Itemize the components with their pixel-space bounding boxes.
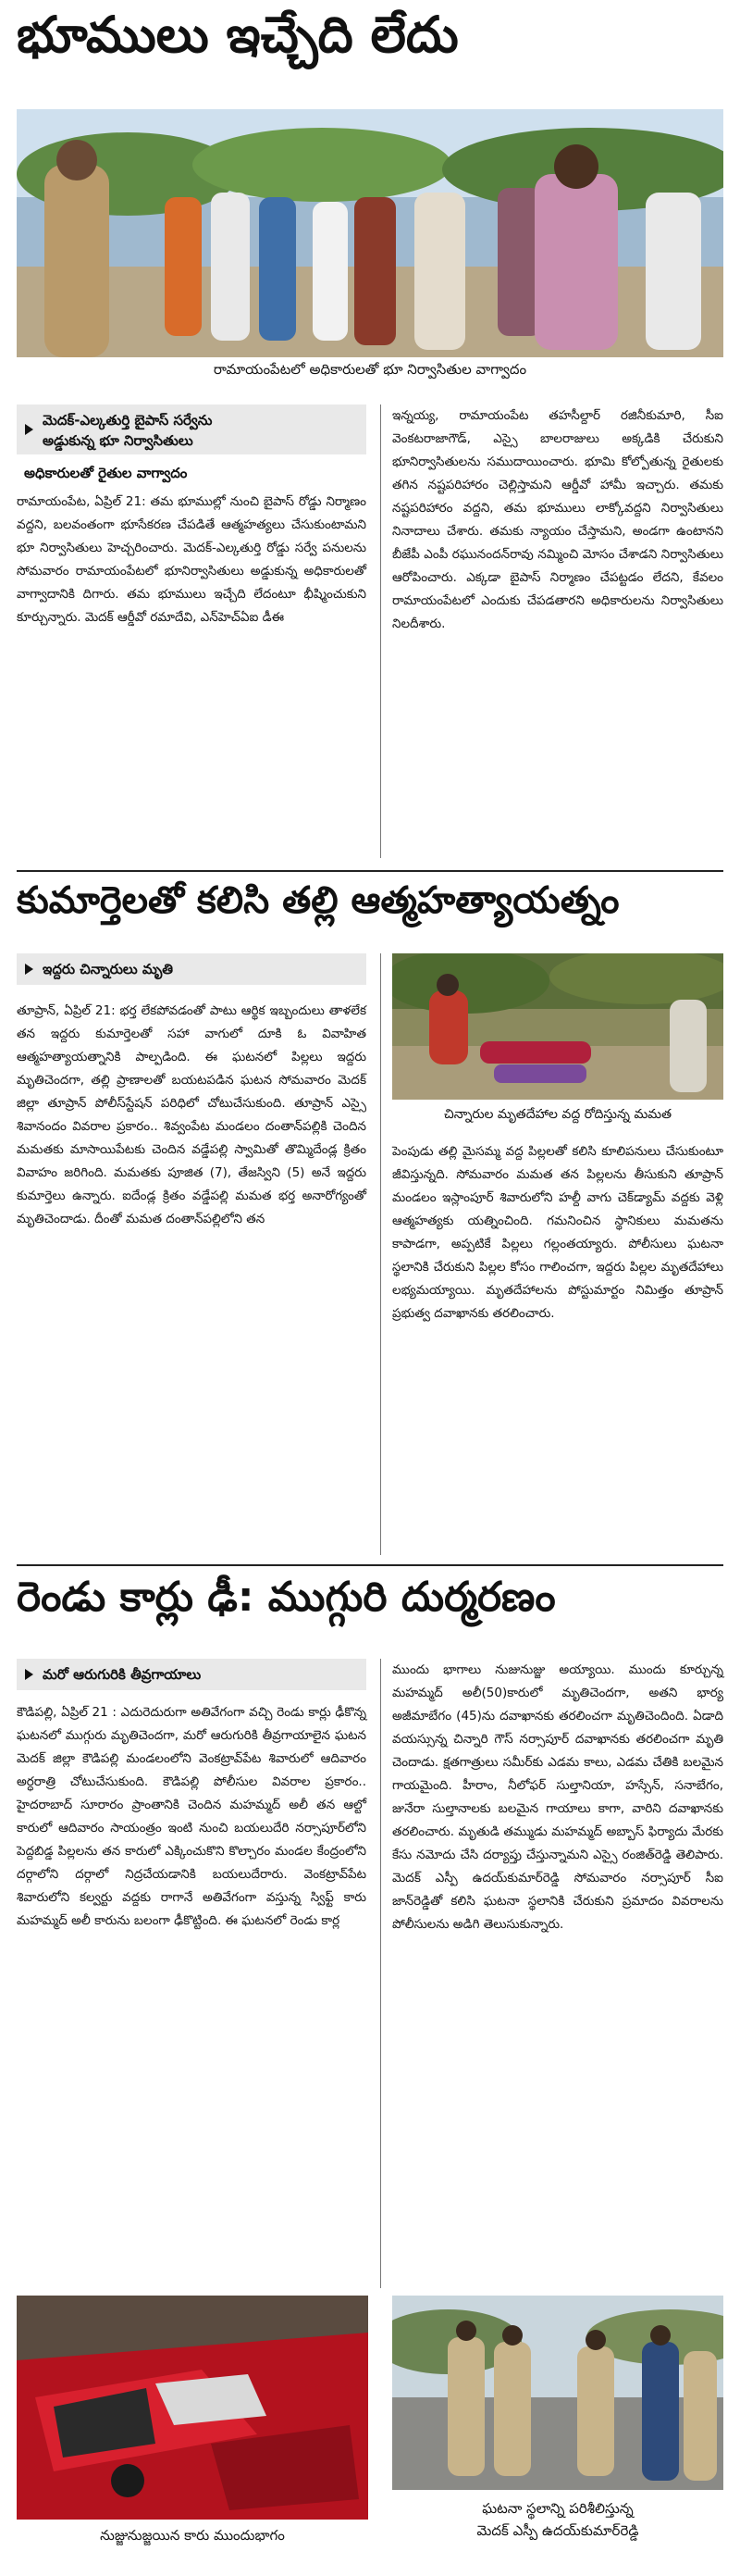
story-divider-2 xyxy=(17,1564,723,1566)
story3-body-2: ముందు భాగాలు నుజునుజ్జు అయ్యాయి. ముందు కూర్చున్న మహమ్మద్‌ అలీ(50)కారులో మృతిచెందగా, అతని భార్య అజీమాబేగం (45)ను దవాఖానకు తరలించగా మృతిచెందింది. ఏడాది వయస్సున్న చిన్నారి గౌస్‌ నర్సాపూర్‌ దవాఖానకు తరలించగా మృతి చెందాడు. క్షతగాత్రులు సమీర్‌కు ఎడమ కాలు, ఎడమ చేతికి బలమైన గాయమైంది. హీరాం, నీలోఫర్‌ సుల్తానియా, హస్సేన్‌, సనాబేగం, జునేరా సుల్తానాలకు బలమైన గాయాలు కాగా, వారిని దవాఖానకు తరలించారు. మృతుడి తమ్ముడు మహమ్మద్‌ అబ్బాస్‌ ఫిర్యాదు మేరకు కేసు నమోదు చేసి దర్యాప్తు చేస్తున్నామని ఎస్సై రంజిత్‌రెడ్డి తెలిపారు. మెదక్‌ ఎస్పీ ఉదయ్‌కుమార్‌రెడ్డి సోమవారం నర్సాపూర్‌ సీఐ జాన్‌రెడ్డితో కలిసి ఘటనా స్థలానికి చేరుకుని ప్రమాదం వివరాలను పోలీసులను అడిగి తెలుసుకున్నారు. xyxy=(392,1662,723,1932)
story2-body-2: పెంపుడు తల్లి మైసమ్మ వద్ద పిల్లలతో కలిసి కూలిపనులు చేసుకుంటూ జీవిస్తున్నది. సోమవారం మమత తన పిల్లలను తీసుకుని తూప్రాన్‌ మండలం ఇస్లాంపూర్‌ శివారులోని హల్దీ వాగు చెక్‌డ్యామ్‌ వద్దకు వెళ్లి ఆత్మహత్యకు యత్నించింది. గమనించిన స్థానికులు మమతను కాపాడగా, అప్పటికే పిల్లలు గల్లంతయ్యారు. పోలీసులు ఘటనా స్థలానికి చేరుకుని పిల్లల కోసం గాలించగా, ఇద్దరు పిల్లల మృతదేహాలు లభ్యమయ్యాయి. మృతదేహాలను పోస్టుమార్టం నిమిత్తం తూప్రాన్‌ ప్రభుత్వ దవాఖానకు తరలించారు. xyxy=(392,1144,723,1321)
story1-photo xyxy=(17,109,723,357)
story2-kicker xyxy=(17,953,366,985)
story2-photo xyxy=(392,953,723,1100)
story2-column-1 xyxy=(17,1000,366,1555)
story1-column-1 xyxy=(17,491,366,856)
story2-body-1: తూప్రాన్‌, ఏప్రిల్‌ 21: భర్త లేకపోవడంతో పాటు ఆర్థిక ఇబ్బందులు తాళలేక తన ఇద్దరు కుమార్తెలతో సహా వాగులో దూకి ఓ వివాహిత ఆత్మహత్యాయత్నానికి పాల్పడింది. ఈ ఘటనలో పిల్లలు ఇద్దరు మృతిచెందగా, తల్లి ప్రాణాలతో బయటపడిన ఘటన సోమవారం మెదక్‌ జిల్లా తూప్రాన్‌ పోలీస్‌స్టేషన్‌ పరిధిలో చోటుచేసుకుంది. తూప్రాన్‌ ఎస్సై శివానందం వివరాల ప్రకారం.. శివ్వంపేట మండలం దంతాన్‌పల్లికి చెందిన మమతకు మాసాయిపేటకు చెందిన వడ్డేపల్లి స్వామితో తొమ్మిదేండ్ల క్రితం వివాహం జరిగింది. మమతకు పూజిత (7), తేజస్విని (5) అనే ఇద్దరు కుమార్తెలు ఉన్నారు. ఐదేండ్ల క్రితం వడ్డేపల్లి మమత భర్త అనారోగ్యంతో మృతిచెందాడు. దీంతో మమత దంతాన్‌పల్లిలోని తన xyxy=(17,1003,366,1226)
story1-kicker xyxy=(17,404,366,454)
kicker-triangle-icon xyxy=(25,1669,33,1680)
story1-headline: భూములు ఇచ్చేది లేదు xyxy=(17,6,459,64)
story3-photo-police-caption-line-2: మెదక్‌ ఎస్పీ ఉదయ్‌కుమార్‌రెడ్డి xyxy=(476,2522,639,2539)
story1-kicker-line-1: మెదక్‌-ఎల్కతుర్తి బైపాస్‌ సర్వేను xyxy=(43,412,213,429)
story2-photo-caption: చిన్నారుల మృతదేహాల వద్ద రోదిస్తున్న మమత xyxy=(444,1107,672,1122)
story2-headline: కుమార్తెలతో కలిసి తల్లి ఆత్మహత్యాయత్నం xyxy=(17,879,620,922)
story1-subhead: అధికారులతో రైతుల వాగ్వాదం xyxy=(24,465,188,481)
story1-body-2: ఇన్నయ్య, రామాయంపేట తహసీల్దార్‌ రజినీకుమారి, సీఐ వెంకటరాజాగౌడ్‌, ఎస్సై బాలరాజులు అక్కడికి చేరుకుని భూనిర్వాసితులను సముదాయించారు. భూమి కోల్పోతున్న రైతులకు తగిన నష్టపరిహారం చెల్లిస్తామని ఆర్డీవో హామీ ఇచ్చారు. తమకు నష్టపరిహారం వద్దని, తమ భూములు లాక్కోవద్దని నిర్వాసితులు నినాదాలు చేశారు. తమకు న్యాయం చేస్తామని, అండగా ఉంటానని బీజేపీ ఎంపీ రఘునందన్‌రావు నమ్మించి మోసం చేశాడని నిర్వాసితులు ఆరోపించారు. ఎక్కడా బైపాస్‌ నిర్మాణం చేపట్టడం లేదని, కేవలం రామాయంపేటలో ఎందుకు చేపడతారని అధికారులను నిర్వాసితులు నిలదీశారు. xyxy=(392,408,723,631)
story1-photo-caption: రామాయంపేటలో అధికారులతో భూ నిర్వాసితుల వాగ్వాదం xyxy=(213,361,527,378)
story3-photo-car-caption: నుజ్జునుజ్జయిన కారు ముందుభాగం xyxy=(100,2527,285,2544)
story3-kicker-line-1: మరో ఆరుగురికి తీవ్రగాయాలు xyxy=(43,1666,202,1683)
story2-kicker-line-1: ఇద్దరు చిన్నారులు మృతి xyxy=(43,961,173,977)
story3-column-1 xyxy=(17,1701,366,2280)
story1-kicker-line-2: అడ్డుకున్న భూ నిర్వాసితులు xyxy=(43,432,193,449)
story3-photo-police-caption xyxy=(392,2497,723,2542)
story3-column-divider xyxy=(380,1659,381,2288)
story1-column-2 xyxy=(392,404,723,858)
story2-column-2 xyxy=(392,1140,723,1555)
story3-kicker xyxy=(17,1659,366,1690)
story2-column-divider xyxy=(380,953,381,1555)
story3-photo-police-caption-line-1: ఘటనా స్థలాన్ని పరిశీలిస్తున్న xyxy=(482,2500,634,2517)
story3-column-2 xyxy=(392,1659,723,2288)
story-divider-1 xyxy=(17,870,723,872)
kicker-triangle-icon xyxy=(25,424,33,435)
story3-body-1: కౌడిపల్లి, ఏప్రిల్‌ 21 : ఎదురెదురుగా అతివేగంగా వచ్చి రెండు కార్లు ఢీకొన్న ఘటనలో ముగ్గురు మృతిచెందగా, మరో ఆరుగురికి తీవ్రగాయాలైన ఘటన మెదక్‌ జిల్లా కౌడిపల్లి మండలంలోని వెంకట్రావ్‌పేట శివారులో ఆదివారం అర్ధరాత్రి చోటుచేసుకుంది. కౌడిపల్లి పోలీసుల వివరాల ప్రకారం.. హైదరాబాద్‌ సూరారం ప్రాంతానికి చెందిన మహమ్మద్‌ అలీ తన ఆల్టో కారులో ఆదివారం సాయంత్రం ఇంటి నుంచి బయలుదేరి నర్సాపూర్‌లోని పెద్దబిడ్డ పిల్లలను తన కారులో ఎక్కించుకొని కొల్చారం మండల కేంద్రంలోని దర్గాలోని దర్గాలో నిద్రచేయడానికి బయలుదేరారు. వెంకట్రావ్‌పేట శివారులోని కల్వర్టు వద్దకు రాగానే అతివేగంగా వస్తున్న స్విఫ్ట్‌ కారు మహమ్మద్‌ అలీ కారును బలంగా ఢీకొట్టింది. ఈ ఘటనలో రెండు కార్ల xyxy=(17,1705,366,1928)
story3-photo-police xyxy=(392,2296,723,2490)
story1-body-1: రామాయంపేట, ఏప్రిల్‌ 21: తమ భూముల్లో నుంచి బైపాస్‌ రోడ్డు నిర్మాణం వద్దని, బలవంతంగా భూసేకరణ చేపడితే ఆత్మహత్యలు చేసుకుంటామని భూ నిర్వాసితులు హెచ్చరించారు. మెదక్‌-ఎల్కతుర్తి రోడ్డు సర్వే పనులను సోమవారం రామాయంపేటలో భూనిర్వాసితులు అడ్డుకున్న అధికారులతో వాగ్వాదానికి దిగారు. తమ భూములు ఇచ్చేది లేదంటూ భీష్మించుకుని కూర్చున్నారు. మెదక్‌ ఆర్డీవో రమాదేవి, ఎన్‌హెచ్‌ఏఐ డీఈ xyxy=(17,494,366,625)
kicker-triangle-icon xyxy=(25,964,33,975)
story1-column-divider xyxy=(380,404,381,858)
story3-headline: రెండు కార్లు ఢీ: ముగ్గురి దుర్మరణం xyxy=(17,1574,556,1621)
story3-photo-car xyxy=(17,2296,368,2520)
